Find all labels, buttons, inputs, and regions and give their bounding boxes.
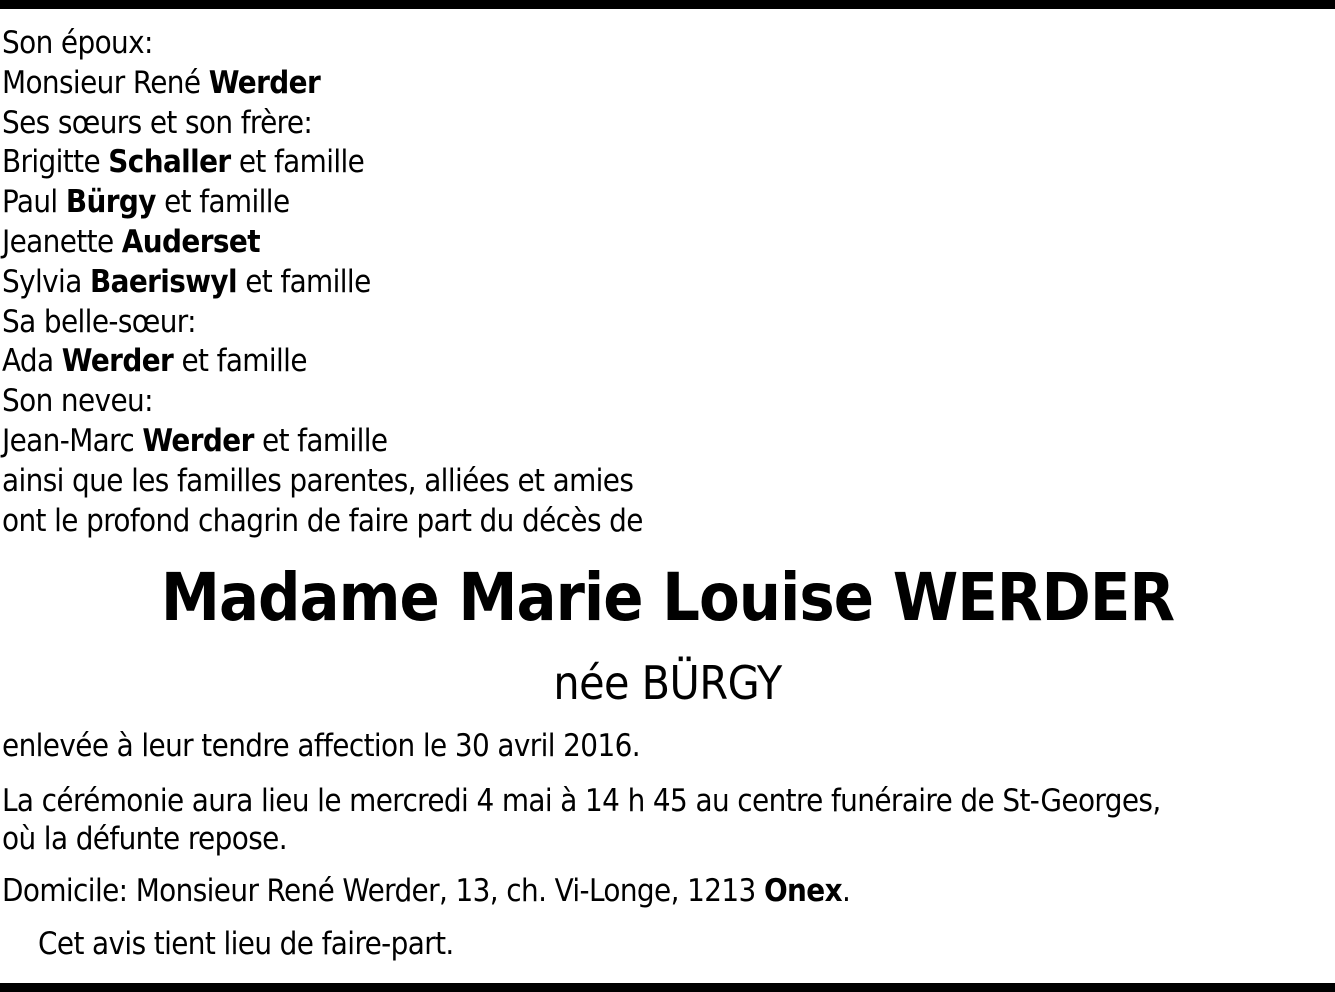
family-list	[2, 24, 643, 541]
family-line: Son neveu:	[2, 383, 153, 420]
deceased-name: Madame Marie Louise WERDER	[160, 559, 1175, 636]
family-line: Ses sœurs et son frère:	[2, 104, 313, 141]
death-date-text: enlevée à leur tendre affection le 30 avril 2016.	[2, 728, 640, 764]
domicile-text: Domicile: Monsieur René Werder, 13, ch. Vi-Longe, 1213 Onex.	[2, 873, 851, 909]
bottom-border-rule	[0, 983, 1335, 992]
family-line: Paul Bürgy et famille	[2, 184, 290, 221]
family-line: Sa belle-sœur:	[2, 303, 196, 340]
maiden-name: née BÜRGY	[553, 656, 782, 710]
family-line: Sylvia Baeriswyl et famille	[2, 263, 371, 300]
ceremony-line: où la défunte repose.	[2, 821, 287, 857]
family-line: ainsi que les familles parentes, alliées et amies	[2, 462, 634, 499]
family-line: ont le profond chagrin de faire part du décès de	[2, 502, 643, 539]
ceremony-text	[2, 782, 1161, 858]
notice-text: Cet avis tient lieu de faire-part.	[38, 926, 454, 962]
family-line: Son époux:	[2, 25, 153, 61]
family-line: Jean-Marc Werder et famille	[2, 422, 388, 459]
family-line: Ada Werder et famille	[2, 343, 307, 380]
family-line: Jeanette Auderset	[2, 223, 260, 260]
family-line: Monsieur René Werder	[2, 64, 321, 101]
ceremony-line: La cérémonie aura lieu le mercredi 4 mai à 14 h 45 au centre funéraire de St-Georges,	[2, 783, 1161, 819]
domicile-town: Onex	[763, 873, 843, 909]
family-line: Brigitte Schaller et famille	[2, 144, 365, 181]
top-border-rule	[0, 0, 1335, 9]
